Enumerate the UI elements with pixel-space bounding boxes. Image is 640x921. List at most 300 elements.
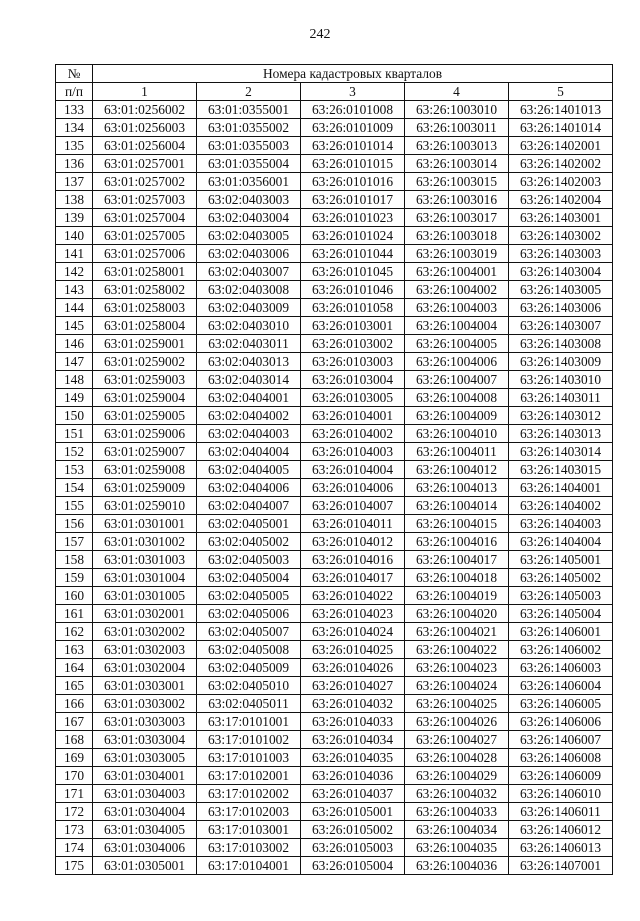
table-row: [56, 641, 613, 659]
column-number: 4: [405, 83, 509, 101]
cadastral-number-cell: 63:01:0257006: [93, 245, 197, 263]
table-row: [56, 461, 613, 479]
cadastral-number-cell: 63:26:1004028: [405, 749, 509, 767]
cadastral-number-cell: 63:17:0102001: [197, 767, 301, 785]
row-number-cell: 150: [56, 407, 93, 425]
row-number-cell: 145: [56, 317, 93, 335]
cadastral-number-cell: 63:02:0405001: [197, 515, 301, 533]
cadastral-number-cell: 63:26:1403004: [509, 263, 613, 281]
cadastral-number-cell: 63:26:1403013: [509, 425, 613, 443]
cadastral-number-cell: 63:01:0303003: [93, 713, 197, 731]
cadastral-number-cell: 63:01:0355003: [197, 137, 301, 155]
row-number-cell: 147: [56, 353, 93, 371]
row-number-cell: 156: [56, 515, 93, 533]
table-row: [56, 209, 613, 227]
cadastral-number-cell: 63:26:1404003: [509, 515, 613, 533]
cadastral-number-cell: 63:01:0258004: [93, 317, 197, 335]
cadastral-number-cell: 63:02:0403010: [197, 317, 301, 335]
cadastral-number-cell: 63:01:0303002: [93, 695, 197, 713]
cadastral-number-cell: 63:26:0103001: [301, 317, 405, 335]
cadastral-number-cell: 63:26:1402004: [509, 191, 613, 209]
row-number-cell: 140: [56, 227, 93, 245]
cadastral-number-cell: 63:26:1003015: [405, 173, 509, 191]
cadastral-number-cell: 63:01:0304003: [93, 785, 197, 803]
cadastral-number-cell: 63:26:1004010: [405, 425, 509, 443]
cadastral-number-cell: 63:26:0101045: [301, 263, 405, 281]
cadastral-number-cell: 63:26:1402002: [509, 155, 613, 173]
row-number-cell: 133: [56, 101, 93, 119]
cadastral-number-cell: 63:26:1004025: [405, 695, 509, 713]
cadastral-number-cell: 63:01:0257002: [93, 173, 197, 191]
cadastral-number-cell: 63:26:1004009: [405, 407, 509, 425]
column-number: 2: [197, 83, 301, 101]
cadastral-number-cell: 63:26:0101023: [301, 209, 405, 227]
row-number-cell: 166: [56, 695, 93, 713]
cadastral-number-cell: 63:26:0101014: [301, 137, 405, 155]
row-number-cell: 170: [56, 767, 93, 785]
cadastral-number-cell: 63:02:0404001: [197, 389, 301, 407]
cadastral-number-cell: 63:26:1004022: [405, 641, 509, 659]
cadastral-number-cell: 63:26:1403003: [509, 245, 613, 263]
table-row: [56, 137, 613, 155]
cadastral-number-cell: 63:02:0404003: [197, 425, 301, 443]
cadastral-number-cell: 63:26:0104003: [301, 443, 405, 461]
cadastral-number-cell: 63:26:0104027: [301, 677, 405, 695]
cadastral-number-cell: 63:26:0101016: [301, 173, 405, 191]
table-row: [56, 533, 613, 551]
cadastral-number-cell: 63:26:1003013: [405, 137, 509, 155]
cadastral-number-cell: 63:26:0105001: [301, 803, 405, 821]
cadastral-number-cell: 63:26:1004013: [405, 479, 509, 497]
cadastral-number-cell: 63:26:1003010: [405, 101, 509, 119]
row-number-cell: 158: [56, 551, 93, 569]
cadastral-number-cell: 63:02:0403009: [197, 299, 301, 317]
table-row: [56, 587, 613, 605]
cadastral-number-cell: 63:01:0259005: [93, 407, 197, 425]
cadastral-number-cell: 63:26:0104002: [301, 425, 405, 443]
cadastral-number-cell: 63:26:0103005: [301, 389, 405, 407]
row-number-cell: 157: [56, 533, 93, 551]
cadastral-number-cell: 63:26:0101017: [301, 191, 405, 209]
column-number-row: [56, 83, 613, 101]
cadastral-number-cell: 63:26:1405004: [509, 605, 613, 623]
cadastral-number-cell: 63:01:0258001: [93, 263, 197, 281]
cadastral-number-cell: 63:26:0104012: [301, 533, 405, 551]
table-row: [56, 479, 613, 497]
cadastral-number-cell: 63:02:0405011: [197, 695, 301, 713]
cadastral-number-cell: 63:01:0301002: [93, 533, 197, 551]
row-number-cell: 164: [56, 659, 93, 677]
cadastral-number-cell: 63:26:0103003: [301, 353, 405, 371]
cadastral-number-cell: 63:26:1003016: [405, 191, 509, 209]
row-number-cell: 155: [56, 497, 93, 515]
cadastral-number-cell: 63:26:1404002: [509, 497, 613, 515]
cadastral-number-cell: 63:01:0301001: [93, 515, 197, 533]
cadastral-number-cell: 63:02:0403013: [197, 353, 301, 371]
cadastral-number-cell: 63:01:0258003: [93, 299, 197, 317]
cadastral-number-cell: 63:01:0356001: [197, 173, 301, 191]
cadastral-number-cell: 63:26:0104011: [301, 515, 405, 533]
table-row: [56, 173, 613, 191]
cadastral-number-cell: 63:26:0104007: [301, 497, 405, 515]
cadastral-number-cell: 63:01:0259010: [93, 497, 197, 515]
cadastral-number-cell: 63:26:1004021: [405, 623, 509, 641]
cadastral-number-cell: 63:01:0259004: [93, 389, 197, 407]
table-row: [56, 515, 613, 533]
cadastral-number-cell: 63:01:0301004: [93, 569, 197, 587]
cadastral-number-cell: 63:26:1004012: [405, 461, 509, 479]
table-row: [56, 443, 613, 461]
cadastral-number-cell: 63:01:0302002: [93, 623, 197, 641]
cadastral-number-cell: 63:02:0404007: [197, 497, 301, 515]
cadastral-number-cell: 63:26:0104001: [301, 407, 405, 425]
cadastral-number-cell: 63:17:0103002: [197, 839, 301, 857]
cadastral-number-cell: 63:02:0405006: [197, 605, 301, 623]
cadastral-number-cell: 63:02:0403014: [197, 371, 301, 389]
table-row: [56, 245, 613, 263]
cadastral-number-cell: 63:26:1402001: [509, 137, 613, 155]
cadastral-number-cell: 63:26:1004017: [405, 551, 509, 569]
cadastral-number-cell: 63:26:1403006: [509, 299, 613, 317]
table-row: [56, 803, 613, 821]
cadastral-number-cell: 63:26:0101024: [301, 227, 405, 245]
cadastral-number-cell: 63:01:0259001: [93, 335, 197, 353]
cadastral-number-cell: 63:17:0102003: [197, 803, 301, 821]
table-row: [56, 119, 613, 137]
cadastral-number-cell: 63:01:0355001: [197, 101, 301, 119]
cadastral-number-cell: 63:26:1004026: [405, 713, 509, 731]
cadastral-number-cell: 63:26:1004011: [405, 443, 509, 461]
cadastral-number-cell: 63:26:0104034: [301, 731, 405, 749]
cadastral-number-cell: 63:02:0405005: [197, 587, 301, 605]
cadastral-number-cell: 63:02:0404006: [197, 479, 301, 497]
cadastral-number-cell: 63:01:0355002: [197, 119, 301, 137]
cadastral-number-cell: 63:26:1403005: [509, 281, 613, 299]
cadastral-number-cell: 63:02:0404004: [197, 443, 301, 461]
cadastral-number-cell: 63:26:0105002: [301, 821, 405, 839]
table-header-row: [56, 65, 613, 83]
cadastral-number-cell: 63:26:1406011: [509, 803, 613, 821]
cadastral-number-cell: 63:01:0256004: [93, 137, 197, 155]
table-row: [56, 497, 613, 515]
cadastral-number-cell: 63:26:0104004: [301, 461, 405, 479]
cadastral-number-cell: 63:26:0104017: [301, 569, 405, 587]
cadastral-number-cell: 63:26:1004029: [405, 767, 509, 785]
cadastral-number-cell: 63:26:1403012: [509, 407, 613, 425]
cadastral-number-cell: 63:01:0302001: [93, 605, 197, 623]
row-number-cell: 162: [56, 623, 93, 641]
cadastral-number-cell: 63:26:1406001: [509, 623, 613, 641]
cadastral-number-cell: 63:02:0403011: [197, 335, 301, 353]
row-number-cell: 172: [56, 803, 93, 821]
cadastral-number-cell: 63:26:0104022: [301, 587, 405, 605]
cadastral-number-cell: 63:26:1406006: [509, 713, 613, 731]
cadastral-number-cell: 63:26:1004014: [405, 497, 509, 515]
cadastral-number-cell: 63:01:0258002: [93, 281, 197, 299]
cadastral-number-cell: 63:02:0404005: [197, 461, 301, 479]
row-number-cell: 138: [56, 191, 93, 209]
cadastral-number-cell: 63:26:0104033: [301, 713, 405, 731]
cadastral-number-cell: 63:26:1405003: [509, 587, 613, 605]
row-number-cell: 144: [56, 299, 93, 317]
table-title: Номера кадастровых кварталов: [93, 65, 613, 83]
row-number-cell: 148: [56, 371, 93, 389]
cadastral-number-cell: 63:26:1004002: [405, 281, 509, 299]
row-number-cell: 154: [56, 479, 93, 497]
cadastral-number-cell: 63:26:0105003: [301, 839, 405, 857]
cadastral-number-cell: 63:02:0405002: [197, 533, 301, 551]
row-number-cell: 152: [56, 443, 93, 461]
table-row: [56, 389, 613, 407]
cadastral-number-cell: 63:02:0403006: [197, 245, 301, 263]
row-number-cell: 142: [56, 263, 93, 281]
cadastral-number-cell: 63:26:1403001: [509, 209, 613, 227]
cadastral-number-cell: 63:26:0104006: [301, 479, 405, 497]
column-number: 1: [93, 83, 197, 101]
cadastral-number-cell: 63:02:0403005: [197, 227, 301, 245]
cadastral-number-cell: 63:26:1004019: [405, 587, 509, 605]
cadastral-number-cell: 63:26:1003018: [405, 227, 509, 245]
row-number-cell: 134: [56, 119, 93, 137]
row-number-cell: 135: [56, 137, 93, 155]
cadastral-number-cell: 63:01:0303004: [93, 731, 197, 749]
cadastral-number-cell: 63:26:0104026: [301, 659, 405, 677]
cadastral-number-cell: 63:17:0104001: [197, 857, 301, 875]
cadastral-number-cell: 63:02:0405008: [197, 641, 301, 659]
table-row: [56, 713, 613, 731]
row-number-cell: 169: [56, 749, 93, 767]
cadastral-number-cell: 63:26:1405002: [509, 569, 613, 587]
table-row: [56, 155, 613, 173]
cadastral-number-cell: 63:26:1401014: [509, 119, 613, 137]
cadastral-number-cell: 63:26:1004024: [405, 677, 509, 695]
cadastral-number-cell: 63:26:0101015: [301, 155, 405, 173]
cadastral-number-cell: 63:26:1004027: [405, 731, 509, 749]
cadastral-number-cell: 63:17:0101002: [197, 731, 301, 749]
cadastral-number-cell: 63:26:0105004: [301, 857, 405, 875]
table-row: [56, 281, 613, 299]
cadastral-number-cell: 63:26:1004015: [405, 515, 509, 533]
row-number-cell: 160: [56, 587, 93, 605]
table-row: [56, 299, 613, 317]
cadastral-number-cell: 63:01:0259008: [93, 461, 197, 479]
table-row: [56, 371, 613, 389]
row-number-cell: 171: [56, 785, 93, 803]
cadastral-number-cell: 63:01:0304001: [93, 767, 197, 785]
cadastral-number-cell: 63:26:0103002: [301, 335, 405, 353]
cadastral-number-cell: 63:01:0304005: [93, 821, 197, 839]
cadastral-number-cell: 63:26:1004006: [405, 353, 509, 371]
cadastral-number-cell: 63:26:0101058: [301, 299, 405, 317]
row-number-cell: 159: [56, 569, 93, 587]
cadastral-number-cell: 63:26:1403010: [509, 371, 613, 389]
cadastral-number-cell: 63:01:0355004: [197, 155, 301, 173]
cadastral-number-cell: 63:02:0405009: [197, 659, 301, 677]
num-header-label: №: [56, 65, 93, 83]
cadastral-number-cell: 63:01:0259002: [93, 353, 197, 371]
cadastral-number-cell: 63:17:0101003: [197, 749, 301, 767]
cadastral-number-cell: 63:26:0104024: [301, 623, 405, 641]
row-number-cell: 139: [56, 209, 93, 227]
table-row: [56, 695, 613, 713]
row-number-cell: 167: [56, 713, 93, 731]
row-number-cell: 149: [56, 389, 93, 407]
table-row: [56, 605, 613, 623]
cadastral-number-cell: 63:26:1004035: [405, 839, 509, 857]
cadastral-number-cell: 63:26:0104025: [301, 641, 405, 659]
table-row: [56, 731, 613, 749]
cadastral-number-cell: 63:26:1004016: [405, 533, 509, 551]
row-number-cell: 174: [56, 839, 93, 857]
cadastral-number-cell: 63:26:1404004: [509, 533, 613, 551]
cadastral-number-cell: 63:17:0103001: [197, 821, 301, 839]
cadastral-number-cell: 63:26:1405001: [509, 551, 613, 569]
table-row: [56, 839, 613, 857]
cadastral-number-cell: 63:26:1003019: [405, 245, 509, 263]
table-row: [56, 623, 613, 641]
cadastral-number-cell: 63:01:0257004: [93, 209, 197, 227]
table-row: [56, 749, 613, 767]
cadastral-number-cell: 63:01:0259006: [93, 425, 197, 443]
cadastral-number-cell: 63:26:1004003: [405, 299, 509, 317]
cadastral-number-cell: 63:26:1403008: [509, 335, 613, 353]
row-number-cell: 141: [56, 245, 93, 263]
table-row: [56, 677, 613, 695]
cadastral-number-cell: 63:02:0405004: [197, 569, 301, 587]
cadastral-number-cell: 63:26:1403002: [509, 227, 613, 245]
cadastral-number-cell: 63:26:0104035: [301, 749, 405, 767]
table-row: [56, 191, 613, 209]
cadastral-number-cell: 63:01:0257001: [93, 155, 197, 173]
cadastral-quarters-table: [55, 64, 613, 875]
cadastral-number-cell: 63:01:0301005: [93, 587, 197, 605]
row-number-cell: 175: [56, 857, 93, 875]
cadastral-number-cell: 63:26:1004004: [405, 317, 509, 335]
cadastral-number-cell: 63:26:0101044: [301, 245, 405, 263]
row-number-cell: 161: [56, 605, 93, 623]
table-body: [56, 101, 613, 875]
cadastral-number-cell: 63:02:0403004: [197, 209, 301, 227]
cadastral-number-cell: 63:26:0104023: [301, 605, 405, 623]
cadastral-number-cell: 63:26:0101046: [301, 281, 405, 299]
cadastral-number-cell: 63:26:1404001: [509, 479, 613, 497]
row-number-cell: 173: [56, 821, 93, 839]
cadastral-number-cell: 63:26:1406007: [509, 731, 613, 749]
row-number-cell: 136: [56, 155, 93, 173]
table-row: [56, 821, 613, 839]
cadastral-number-cell: 63:26:1004008: [405, 389, 509, 407]
row-number-cell: 137: [56, 173, 93, 191]
cadastral-number-cell: 63:26:1004001: [405, 263, 509, 281]
num-subheader-label: п/п: [56, 83, 93, 101]
cadastral-number-cell: 63:26:1406005: [509, 695, 613, 713]
cadastral-number-cell: 63:17:0102002: [197, 785, 301, 803]
cadastral-number-cell: 63:26:1004034: [405, 821, 509, 839]
cadastral-number-cell: 63:26:1401013: [509, 101, 613, 119]
cadastral-number-cell: 63:01:0304006: [93, 839, 197, 857]
cadastral-number-cell: 63:01:0256003: [93, 119, 197, 137]
cadastral-number-cell: 63:01:0257005: [93, 227, 197, 245]
table-row: [56, 569, 613, 587]
cadastral-number-cell: 63:02:0405010: [197, 677, 301, 695]
cadastral-number-cell: 63:01:0256002: [93, 101, 197, 119]
cadastral-number-cell: 63:02:0403007: [197, 263, 301, 281]
cadastral-number-cell: 63:26:0101008: [301, 101, 405, 119]
cadastral-number-cell: 63:02:0403003: [197, 191, 301, 209]
cadastral-number-cell: 63:02:0405003: [197, 551, 301, 569]
cadastral-number-cell: 63:01:0304004: [93, 803, 197, 821]
cadastral-number-cell: 63:26:1004036: [405, 857, 509, 875]
cadastral-number-cell: 63:26:1004023: [405, 659, 509, 677]
cadastral-number-cell: 63:26:1403007: [509, 317, 613, 335]
cadastral-number-cell: 63:26:1004020: [405, 605, 509, 623]
cadastral-number-cell: 63:02:0405007: [197, 623, 301, 641]
cadastral-number-cell: 63:26:1403011: [509, 389, 613, 407]
cadastral-number-cell: 63:26:1406013: [509, 839, 613, 857]
cadastral-number-cell: 63:26:1004032: [405, 785, 509, 803]
table-row: [56, 317, 613, 335]
row-number-cell: 153: [56, 461, 93, 479]
cadastral-number-cell: 63:02:0404002: [197, 407, 301, 425]
cadastral-number-cell: 63:26:1402003: [509, 173, 613, 191]
cadastral-number-cell: 63:01:0257003: [93, 191, 197, 209]
row-number-cell: 163: [56, 641, 93, 659]
cadastral-number-cell: 63:26:0104037: [301, 785, 405, 803]
table-row: [56, 551, 613, 569]
table-row: [56, 407, 613, 425]
row-number-cell: 151: [56, 425, 93, 443]
cadastral-number-cell: 63:26:1406003: [509, 659, 613, 677]
cadastral-number-cell: 63:26:1004033: [405, 803, 509, 821]
cadastral-number-cell: 63:01:0303001: [93, 677, 197, 695]
cadastral-number-cell: 63:01:0302004: [93, 659, 197, 677]
cadastral-number-cell: 63:26:1406002: [509, 641, 613, 659]
table-row: [56, 353, 613, 371]
cadastral-number-cell: 63:26:1004018: [405, 569, 509, 587]
column-number: 3: [301, 83, 405, 101]
row-number-cell: 165: [56, 677, 93, 695]
cadastral-number-cell: 63:26:1403015: [509, 461, 613, 479]
cadastral-number-cell: 63:26:1403014: [509, 443, 613, 461]
cadastral-number-cell: 63:26:0101009: [301, 119, 405, 137]
cadastral-number-cell: 63:26:0104036: [301, 767, 405, 785]
cadastral-number-cell: 63:26:1406010: [509, 785, 613, 803]
cadastral-number-cell: 63:01:0305001: [93, 857, 197, 875]
cadastral-number-cell: 63:26:0104032: [301, 695, 405, 713]
cadastral-number-cell: 63:26:1003017: [405, 209, 509, 227]
cadastral-number-cell: 63:26:1004005: [405, 335, 509, 353]
cadastral-number-cell: 63:01:0259007: [93, 443, 197, 461]
table-row: [56, 263, 613, 281]
table-row: [56, 425, 613, 443]
table-row: [56, 227, 613, 245]
cadastral-number-cell: 63:26:0104016: [301, 551, 405, 569]
cadastral-number-cell: 63:01:0302003: [93, 641, 197, 659]
cadastral-number-cell: 63:26:1406004: [509, 677, 613, 695]
cadastral-number-cell: 63:26:1003014: [405, 155, 509, 173]
cadastral-number-cell: 63:01:0301003: [93, 551, 197, 569]
table-row: [56, 659, 613, 677]
cadastral-number-cell: 63:01:0303005: [93, 749, 197, 767]
cadastral-number-cell: 63:26:1406012: [509, 821, 613, 839]
row-number-cell: 168: [56, 731, 93, 749]
cadastral-number-cell: 63:26:1406009: [509, 767, 613, 785]
cadastral-number-cell: 63:26:1406008: [509, 749, 613, 767]
cadastral-number-cell: 63:17:0101001: [197, 713, 301, 731]
cadastral-number-cell: 63:26:1403009: [509, 353, 613, 371]
row-number-cell: 143: [56, 281, 93, 299]
cadastral-number-cell: 63:02:0403008: [197, 281, 301, 299]
